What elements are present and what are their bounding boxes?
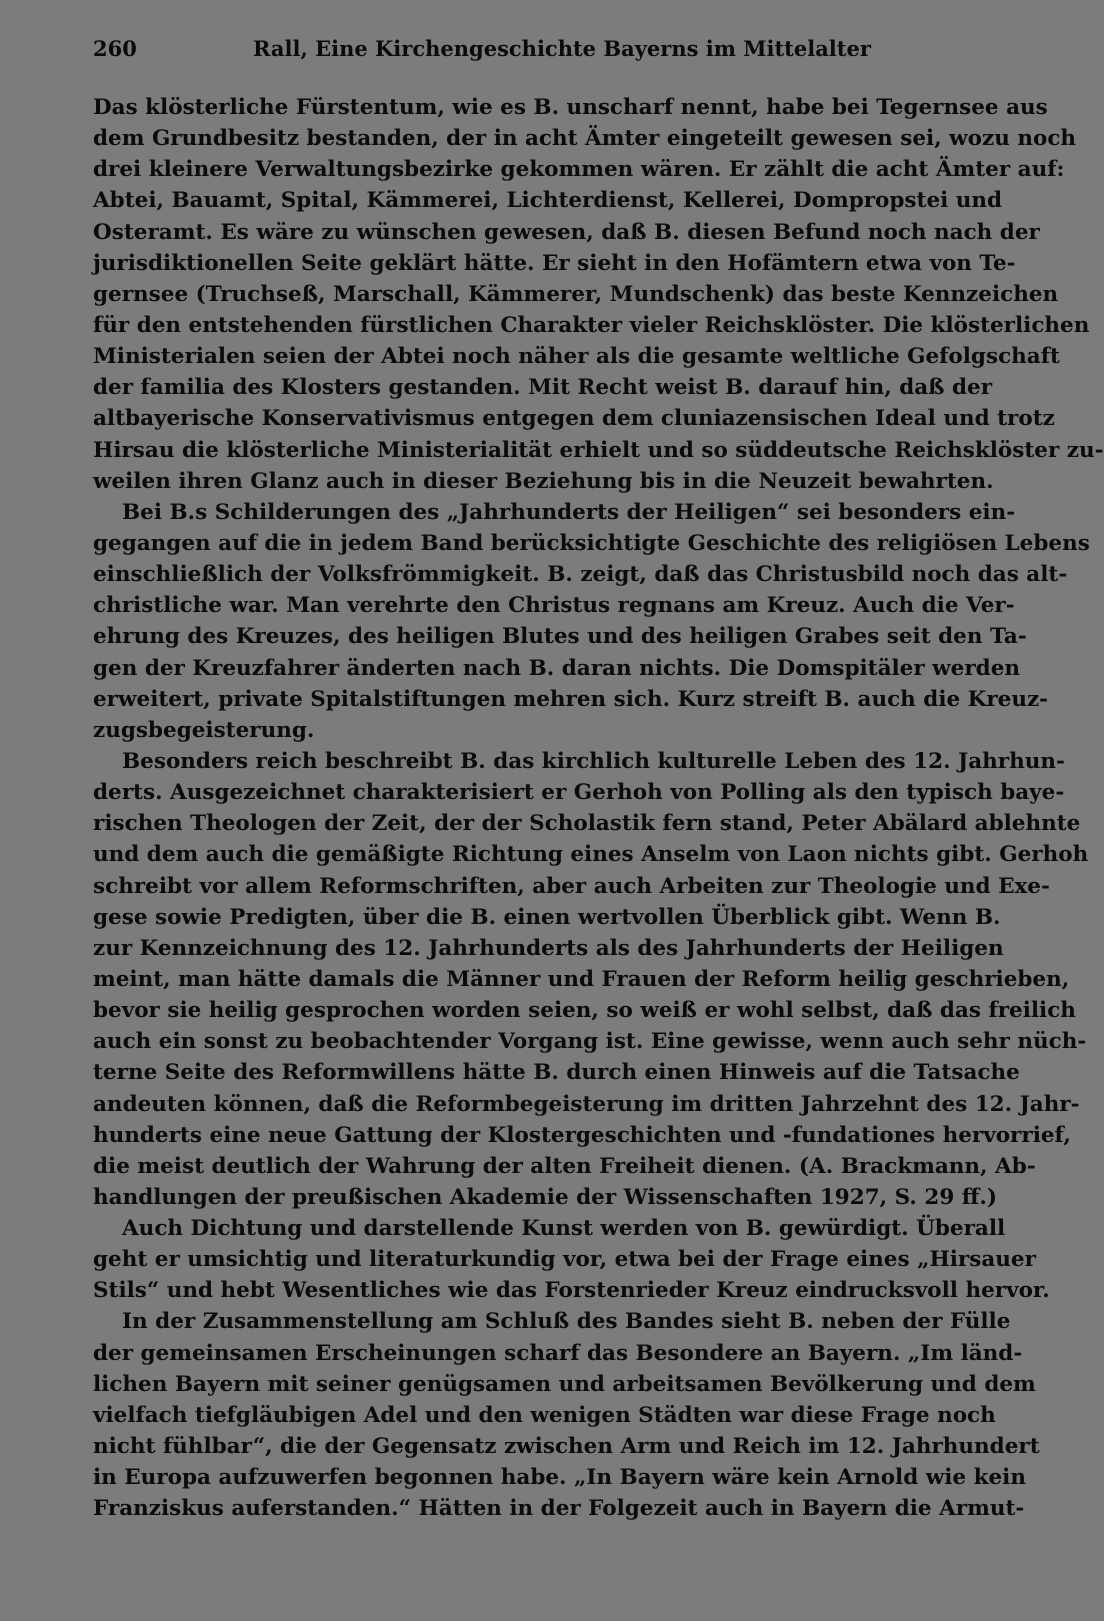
text-line: nicht fühlbar“, die der Gegensatz zwischen Arm und Reich im 12. Jahrhundert	[93, 1434, 1040, 1460]
text-line: geht er umsichtig und literaturkundig vor, etwa bei der Frage eines „Hirsauer	[93, 1247, 1036, 1273]
text-line: andeuten können, daß die Reformbegeisterung im dritten Jahrzehnt des 12. Jahr-	[93, 1091, 1080, 1117]
text-line: jurisdiktionellen Seite geklärt hätte. Er sieht in den Hofämtern etwa von Te-	[93, 250, 1016, 276]
text-line: terne Seite des Reformwillens hätte B. durch einen Hinweis auf die Tatsache	[93, 1060, 1020, 1086]
text-line: und dem auch die gemäßigte Richtung eines Anselm von Laon nichts gibt. Gerhoh	[93, 842, 1089, 868]
text-line: handlungen der preußischen Akademie der Wissenschaften 1927, S. 29 ff.)	[93, 1184, 998, 1210]
text-line: der familia des Klosters gestanden. Mit Recht weist B. darauf hin, daß der	[93, 375, 993, 401]
text-line: weilen ihren Glanz auch in dieser Beziehung bis in die Neuzeit bewahrten.	[93, 468, 994, 494]
text-line: dem Grundbesitz bestanden, der in acht Ämter eingeteilt gewesen sei, wozu noch	[93, 126, 1077, 152]
text-line: für den entstehenden fürstlichen Charakter vieler Reichsklöster. Die klösterlichen	[93, 312, 1090, 338]
text-line: derts. Ausgezeichnet charakterisiert er Gerhoh von Polling als den typisch baye-	[93, 780, 1065, 806]
text-line: der gemeinsamen Erscheinungen scharf das Besondere an Bayern. „Im länd-	[93, 1340, 1023, 1366]
text-line: Abtei, Bauamt, Spital, Kämmerei, Lichterdienst, Kellerei, Dompropstei und	[93, 188, 1003, 214]
text-line: vielfach tiefgläubigen Adel und den wenigen Städten war diese Frage noch	[93, 1402, 996, 1428]
body-text	[93, 92, 1104, 1524]
text-line: bevor sie heilig gesprochen worden seien, so weiß er wohl selbst, daß das freilich	[93, 998, 1076, 1024]
text-line: Besonders reich beschreibt B. das kirchlich kulturelle Leben des 12. Jahrhun-	[122, 748, 1065, 774]
page-number: 260	[93, 36, 137, 61]
text-line: gernsee (Truchseß, Marschall, Kämmerer, Mundschenk) das beste Kennzeichen	[93, 281, 1059, 307]
text-line: gese sowie Predigten, über die B. einen wertvollen Überblick gibt. Wenn B.	[93, 904, 1001, 930]
text-line: Auch Dichtung und darstellende Kunst werden von B. gewürdigt. Überall	[122, 1216, 1006, 1242]
text-line: In der Zusammenstellung am Schluß des Bandes sieht B. neben der Fülle	[122, 1309, 1011, 1335]
page-header	[93, 28, 963, 68]
text-line: zugsbegeisterung.	[93, 717, 315, 743]
text-line: schreibt vor allem Reformschriften, aber auch Arbeiten zur Theologie und Exe-	[93, 873, 1050, 899]
text-line: erweitert, private Spitalstiftungen mehren sich. Kurz streift B. auch die Kreuz-	[93, 686, 1049, 712]
text-line: auch ein sonst zu beobachtender Vorgang ist. Eine gewisse, wenn auch sehr nüch-	[93, 1029, 1087, 1055]
book-page	[93, 28, 1104, 1588]
running-head: Rall, Eine Kirchengeschichte Bayerns im Mittelalter	[253, 36, 871, 61]
text-line: meint, man hätte damals die Männer und Frauen der Reform heilig geschrieben,	[93, 966, 1070, 992]
text-line: Stils“ und hebt Wesentliches wie das Forstenrieder Kreuz eindrucksvoll hervor.	[93, 1278, 1050, 1304]
text-line: ehrung des Kreuzes, des heiligen Blutes und des heiligen Grabes seit den Ta-	[93, 624, 1027, 650]
text-line: zur Kennzeichnung des 12. Jahrhunderts als des Jahrhunderts der Heiligen	[93, 935, 1004, 961]
text-line: gegangen auf die in jedem Band berücksichtigte Geschichte des religiösen Lebens	[93, 530, 1090, 556]
text-line: lichen Bayern mit seiner genügsamen und arbeitsamen Bevölkerung und dem	[93, 1371, 1036, 1397]
text-line: Ministerialen seien der Abtei noch näher als die gesamte weltliche Gefolgschaft	[93, 344, 1060, 370]
text-line: rischen Theologen der Zeit, der der Scholastik fern stand, Peter Abälard ablehnte	[93, 811, 1081, 837]
text-line: Bei B.s Schilderungen des „Jahrhunderts der Heiligen“ sei besonders ein-	[122, 499, 1016, 525]
text-line: Hirsau die klösterliche Ministerialität erhielt und so süddeutsche Reichsklöster zu-	[93, 437, 1104, 463]
text-line: altbayerische Konservativismus entgegen dem cluniazensischen Ideal und trotz	[93, 406, 1055, 432]
text-line: christliche war. Man verehrte den Christus regnans am Kreuz. Auch die Ver-	[93, 593, 1015, 619]
text-line: Das klösterliche Fürstentum, wie es B. unscharf nennt, habe bei Tegernsee aus	[93, 95, 1048, 120]
text-line: Osteramt. Es wäre zu wünschen gewesen, daß B. diesen Befund noch nach der	[93, 219, 1040, 245]
text-line: gen der Kreuzfahrer änderten nach B. daran nichts. Die Domspitäler werden	[93, 655, 1021, 681]
text-line: die meist deutlich der Wahrung der alten Freiheit dienen. (A. Brackmann, Ab-	[93, 1153, 1036, 1179]
text-line: hunderts eine neue Gattung der Klostergeschichten und -fundationes hervorrief,	[93, 1122, 1071, 1148]
text-line: in Europa aufzuwerfen begonnen habe. „In Bayern wäre kein Arnold wie kein	[93, 1465, 1026, 1491]
text-line: Franziskus auferstanden.“ Hätten in der Folgezeit auch in Bayern die Armut-	[93, 1496, 1025, 1522]
text-line: drei kleinere Verwaltungsbezirke gekommen wären. Er zählt die acht Ämter auf:	[93, 157, 1065, 183]
text-line: einschließlich der Volksfrömmigkeit. B. zeigt, daß das Christusbild noch das alt-	[93, 562, 1068, 588]
